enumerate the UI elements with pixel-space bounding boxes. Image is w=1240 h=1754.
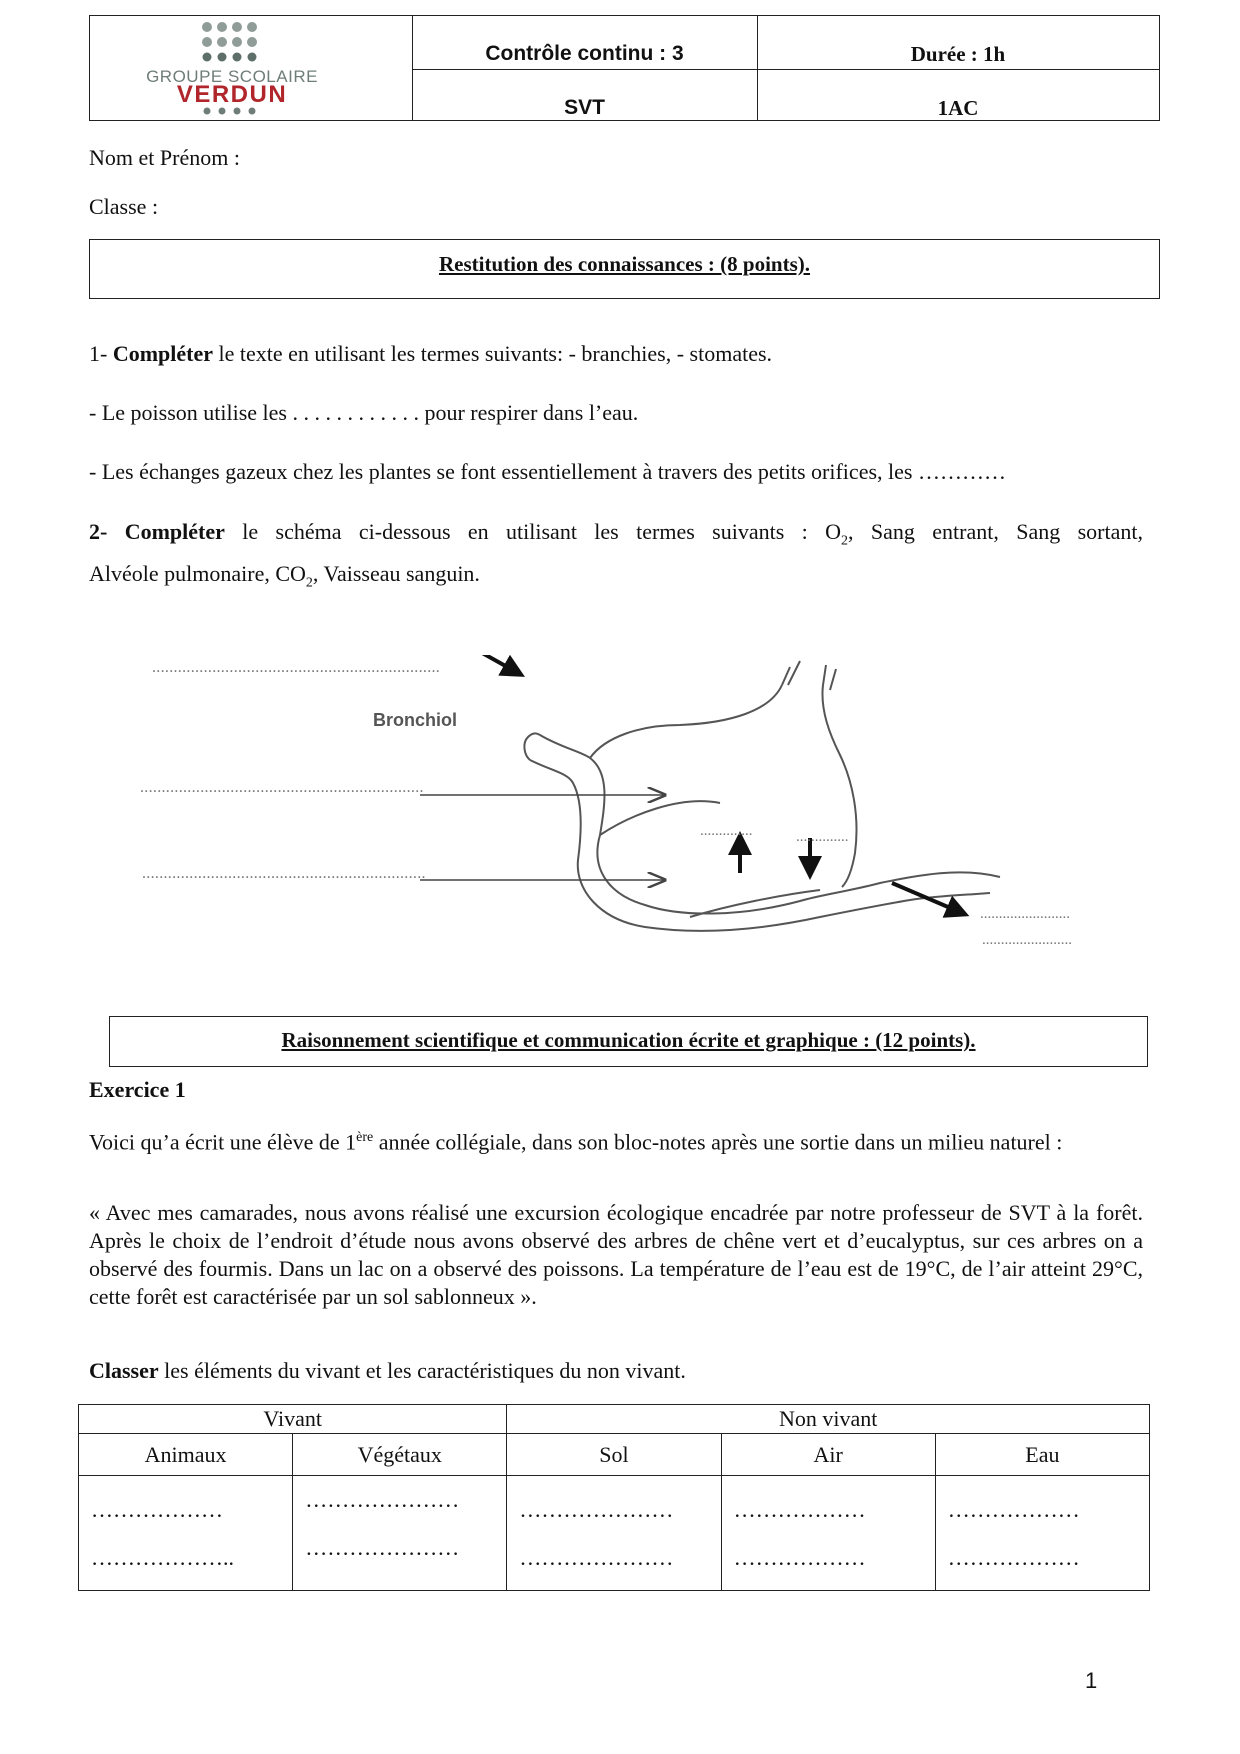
q1-line-2: - Les échanges gazeux chez les plantes se font essentiellement à travers des petits orifices, les …………	[89, 459, 1006, 484]
question-1	[89, 341, 772, 367]
q2-sub-1: 2	[841, 533, 849, 549]
question-2	[89, 519, 1143, 550]
blank-line: …………………	[519, 1497, 674, 1522]
instruction-text: les éléments du vivant et les caractéristiques du non vivant.	[158, 1358, 686, 1383]
col-animaux: Animaux	[79, 1434, 293, 1476]
section2-title: Raisonnement scientifique et communication écrite et graphique : (12 points).	[281, 1028, 976, 1052]
header-box	[89, 15, 1160, 121]
table-answer-row	[79, 1476, 1150, 1591]
q1-verb: Compléter	[112, 341, 214, 366]
student-quote: « Avec mes camarades, nous avons réalisé une excursion écologique encadrée par notre professeur de SVT à la forêt. Après le choix de l’endroit d’étude nous avons observé des arbres de chêne vert et d’eucalyptus, sur ces arbres on a observé des fourmis. Dans un lac on a observé des poissons. La température de l’eau est de 19°C, de l’air atteint 29°C, cette forêt est caractérisée par un sol sablonneux ».	[89, 1200, 1143, 1309]
blank-line: ………………..	[91, 1545, 234, 1570]
blank-line: ………………	[947, 1497, 1080, 1522]
logo-line2: VERDUN	[176, 81, 288, 108]
blank-right-2: ........................	[982, 932, 1072, 948]
class-label: Classe :	[89, 194, 159, 219]
blank-line: …………………	[305, 1487, 460, 1512]
intro-text-b: année collégiale, dans son bloc-notes après une sortie dans un milieu naturel :	[373, 1129, 1063, 1155]
blank-middle: ..................................................................	[140, 779, 424, 796]
blank-co2: ..............	[796, 829, 849, 845]
intro-text-a: Voici qu’a écrit une élève de 1	[89, 1129, 357, 1155]
col-vegetaux: Végétaux	[293, 1434, 507, 1476]
q1-line-1: - Le poisson utilise les . . . . . . . . . . . . pour respirer dans l’eau.	[89, 400, 639, 425]
q2-text-a: le schéma ci-dessous en utilisant les termes suivants : O	[224, 519, 842, 544]
exercise-title: Exercice 1	[89, 1077, 186, 1102]
alveolus-diagram	[120, 655, 1100, 965]
q2-text-b: , Sang entrant, Sang sortant,	[848, 519, 1143, 544]
instruction-verb: Classer	[89, 1358, 159, 1383]
school-logo	[100, 18, 400, 118]
q1-text: le texte en utilisant les termes suivants: - branchies, - stomates.	[213, 341, 773, 366]
bronchiol-label: Bronchiol	[373, 710, 457, 730]
blank-line: ………………	[947, 1545, 1080, 1570]
answer-cell-animaux[interactable]	[79, 1476, 293, 1591]
answer-cell-air[interactable]	[721, 1476, 935, 1591]
blank-bottom: ..................................................................	[142, 865, 426, 882]
q2-text-c: Alvéole pulmonaire, CO	[89, 561, 306, 586]
alveolus-drawing	[120, 655, 1100, 965]
q2-text-d: , Vaisseau sanguin.	[312, 561, 480, 586]
classification-table	[78, 1404, 1150, 1591]
duration: Durée : 1h	[910, 42, 1006, 66]
question-2-line2	[89, 561, 480, 592]
name-label: Nom et Prénom :	[89, 145, 240, 170]
answer-cell-eau[interactable]	[935, 1476, 1149, 1591]
blank-line: ………………	[91, 1497, 223, 1522]
blank-o2: ..............	[700, 823, 753, 839]
intro-superscript: ère	[356, 1130, 374, 1145]
blank-right-1: ........................	[980, 906, 1070, 922]
blank-line: ………………	[733, 1545, 866, 1570]
answer-cell-vegetaux[interactable]	[293, 1476, 507, 1591]
blank-line: …………………	[305, 1535, 460, 1560]
blank-top: ...................................................................	[152, 659, 441, 676]
control-title: Contrôle continu : 3	[485, 42, 684, 65]
subject: SVT	[564, 96, 605, 119]
col-air: Air	[721, 1434, 935, 1476]
group-vivant: Vivant	[79, 1405, 507, 1434]
blank-line: ………………	[733, 1497, 866, 1522]
table-group-row	[79, 1405, 1150, 1434]
section2-title-box	[109, 1016, 1148, 1067]
level: 1AC	[937, 96, 979, 120]
blank-line: …………………	[519, 1545, 674, 1570]
group-non-vivant: Non vivant	[507, 1405, 1150, 1434]
col-sol: Sol	[507, 1434, 721, 1476]
q2-verb: 2- Compléter	[89, 519, 225, 544]
section1-title: Restitution des connaissances : (8 points).	[438, 252, 811, 276]
classify-instruction	[89, 1358, 686, 1384]
col-eau: Eau	[935, 1434, 1149, 1476]
answer-cell-sol[interactable]	[507, 1476, 721, 1591]
q1-number: 1-	[89, 341, 108, 366]
logo-line1: GROUPE SCOLAIRE	[146, 67, 318, 86]
table-header-row	[79, 1434, 1150, 1476]
section1-title-box	[89, 239, 1160, 299]
exercise-intro	[89, 1124, 1143, 1156]
q2-sub-2: 2	[305, 575, 313, 591]
page-number: 1	[1085, 1668, 1098, 1693]
